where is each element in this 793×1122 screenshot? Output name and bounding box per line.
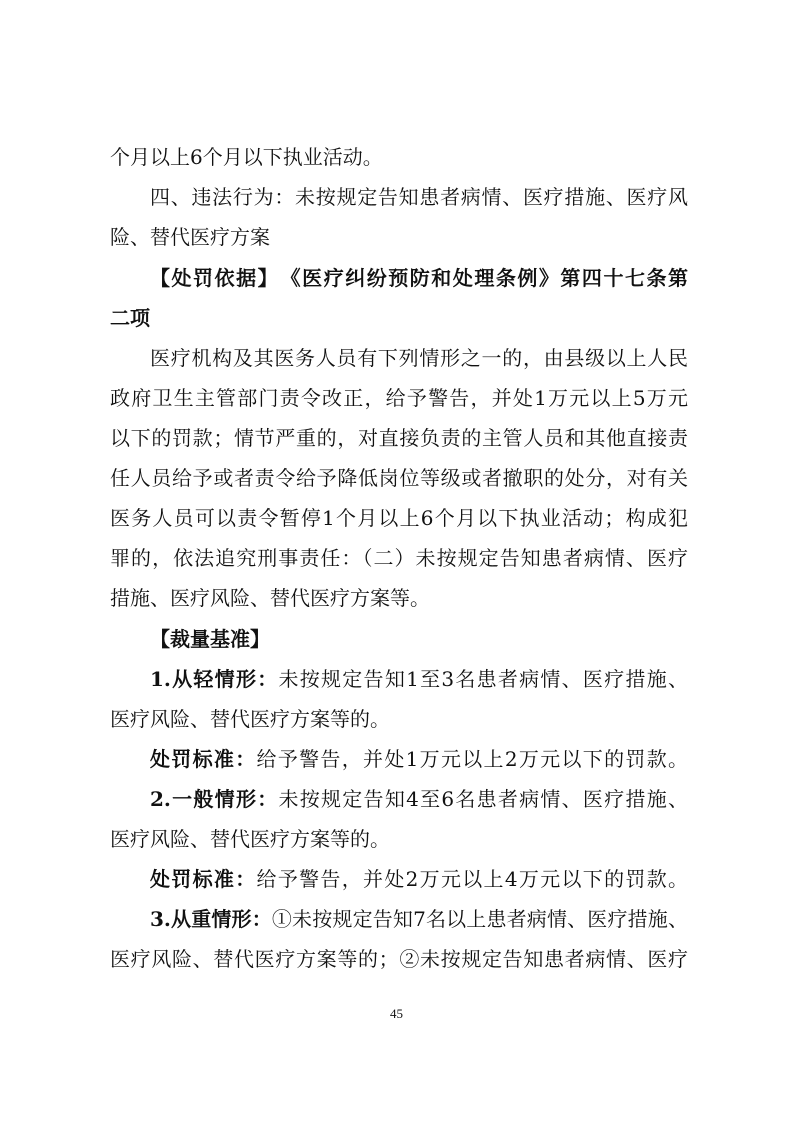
page-number: 45 xyxy=(390,1006,403,1021)
text-line: 政府卫生主管部门责令改正，给予警告，并处1万元以上5万元 xyxy=(110,386,688,410)
heavy-case-label: 3.从重情形： xyxy=(150,907,272,931)
text-line: 二项 xyxy=(110,306,150,330)
text-line: 医疗风险、替代医疗方案等的。 xyxy=(110,707,390,731)
general-case xyxy=(150,787,688,811)
penalty-label: 处罚标准： xyxy=(150,747,257,771)
general-case-label: 2.一般情形： xyxy=(150,787,279,811)
penalty-text: 给予警告，并处1万元以上2万元以下的罚款。 xyxy=(256,747,689,771)
text-line: 医疗机构及其医务人员有下列情形之一的，由县级以上人民 xyxy=(150,346,688,370)
text-line: 险、替代医疗方案 xyxy=(110,225,270,249)
discretion-standard-heading: 【裁量基准】 xyxy=(150,627,270,651)
heavy-case-text: ①未按规定告知7名以上患者病情、医疗措施、 xyxy=(271,907,688,931)
text-line: 任人员给予或者责令给予降低岗位等级或者撤职的处分，对有关 xyxy=(110,466,688,490)
light-case-label: 1.从轻情形： xyxy=(150,667,279,691)
text-line: 医务人员可以责令暂停1个月以上6个月以下执业活动；构成犯 xyxy=(110,506,688,530)
text-line: 医疗风险、替代医疗方案等的；②未按规定告知患者病情、医疗 xyxy=(110,947,688,971)
light-case xyxy=(150,667,688,691)
text-line: 以下的罚款；情节严重的，对直接负责的主管人员和其他直接责 xyxy=(110,426,688,450)
basis-text: 《医疗纠纷预防和处理条例》第四十七条第 xyxy=(290,266,689,290)
text-line: 措施、医疗风险、替代医疗方案等。 xyxy=(110,586,430,610)
penalty-label: 处罚标准： xyxy=(150,867,257,891)
penalty-standard-1 xyxy=(150,747,688,771)
text-line: 罪的，依法追究刑事责任：（二）未按规定告知患者病情、医疗 xyxy=(110,546,688,570)
heavy-case xyxy=(150,907,688,931)
penalty-basis-heading xyxy=(150,266,688,290)
text-line: 个月以上6个月以下执业活动。 xyxy=(110,145,383,169)
penalty-text: 给予警告，并处2万元以上4万元以下的罚款。 xyxy=(256,867,689,891)
penalty-standard-2 xyxy=(150,867,688,891)
basis-label: 【处罚依据】 xyxy=(150,266,270,290)
text-line: 医疗风险、替代医疗方案等的。 xyxy=(110,827,390,851)
general-case-text: 未按规定告知4至6名患者病情、医疗措施、 xyxy=(278,787,688,811)
violation-title: 四、违法行为：未按规定告知患者病情、医疗措施、医疗风 xyxy=(150,185,688,209)
light-case-text: 未按规定告知1至3名患者病情、医疗措施、 xyxy=(278,667,688,691)
